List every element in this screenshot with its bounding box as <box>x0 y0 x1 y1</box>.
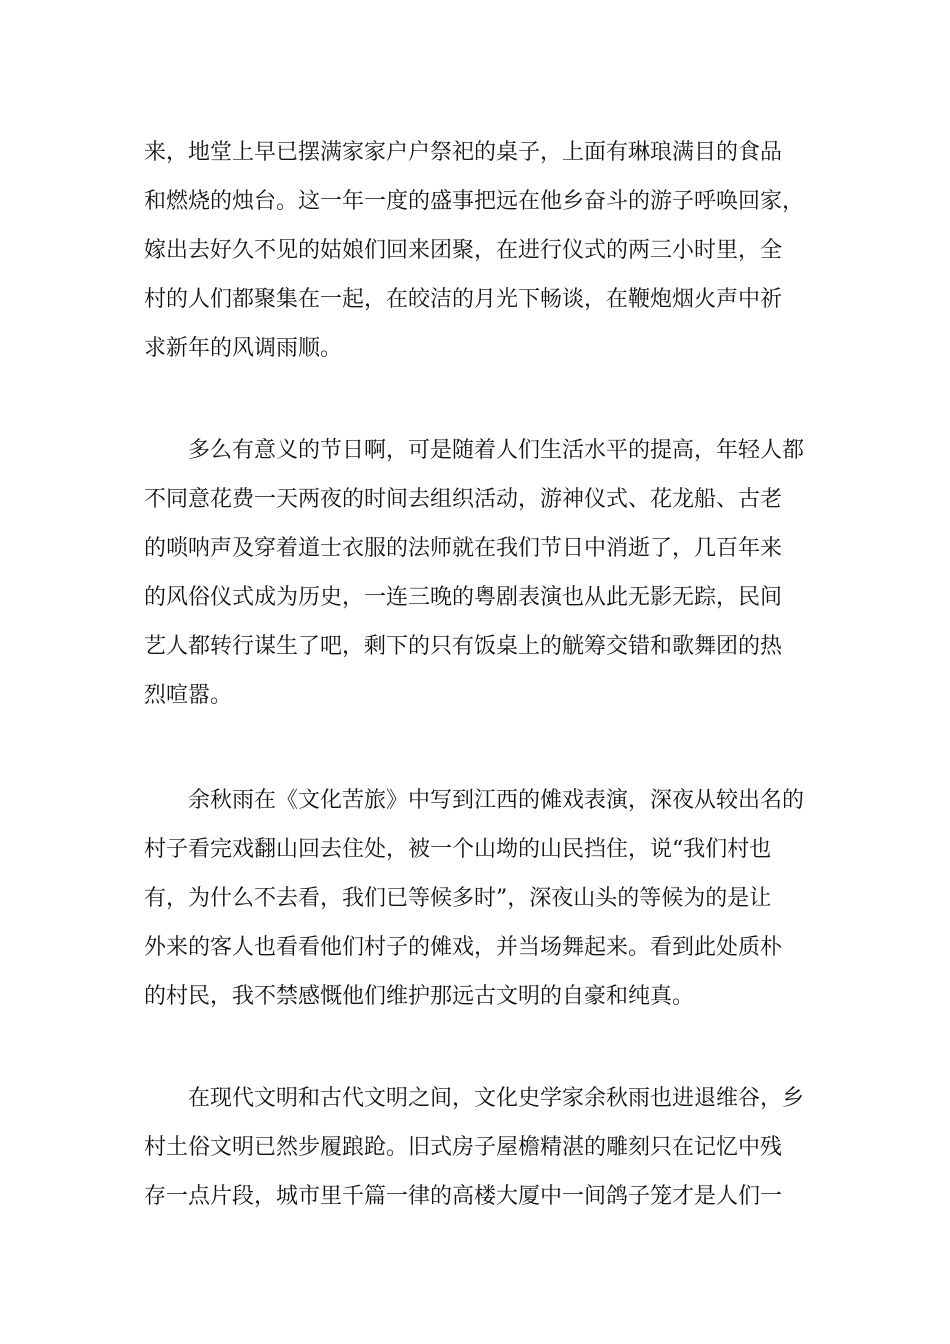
text-line: 的风俗仪式成为历史，一连三晚的粤剧表演也从此无影无踪，民间 <box>144 585 783 610</box>
text-line: 的唢呐声及穿着道士衣服的法师就在我们节日中消逝了，几百年来 <box>144 536 783 561</box>
text-line: 村子看完戏翻山回去住处，被一个山坳的山民挡住，说“我们村也 <box>144 837 772 862</box>
text-line: 村的人们都聚集在一起，在皎洁的月光下畅谈，在鞭炮烟火声中祈 <box>144 287 783 312</box>
text-line: 存一点片段，城市里千篇一律的高楼大厦中一间鸽子笼才是人们一 <box>144 1184 783 1209</box>
text-line: 多么有意义的节日啊，可是随着人们生活水平的提高，年轻人都 <box>144 438 805 463</box>
text-line: 嫁出去好久不见的姑娘们回来团聚，在进行仪式的两三小时里，全 <box>144 238 783 263</box>
text-line: 求新年的风调雨顺。 <box>144 336 343 361</box>
text-line: 烈喧嚣。 <box>144 683 233 708</box>
paragraph-4 <box>144 1074 808 1221</box>
text-line: 外来的客人也看看他们村子的傩戏，并当场舞起来。看到此处质朴 <box>144 935 783 960</box>
text-line: 在现代文明和古代文明之间，文化史学家余秋雨也进退维谷，乡 <box>144 1086 805 1111</box>
text-line: 来，地堂上早已摆满家家户户祭祀的桌子，上面有琳琅满目的食品 <box>144 140 783 165</box>
paragraph-1 <box>144 128 808 373</box>
paragraph-2 <box>144 426 808 720</box>
text-line: 的村民，我不禁感慨他们维护那远古文明的自豪和纯真。 <box>144 984 695 1009</box>
text-line: 余秋雨在《文化苦旅》中写到江西的傩戏表演，深夜从较出名的 <box>144 788 805 813</box>
text-line: 艺人都转行谋生了吧，剩下的只有饭桌上的觥筹交错和歌舞团的热 <box>144 634 783 659</box>
text-line: 有，为什么不去看，我们已等候多时”，深夜山头的等候为的是让 <box>144 886 772 911</box>
text-line: 村土俗文明已然步履踉跄。旧式房子屋檐精湛的雕刻只在记忆中残 <box>144 1135 783 1160</box>
text-line: 不同意花费一天两夜的时间去组织活动，游神仪式、花龙船、古老 <box>144 487 783 512</box>
paragraph-3 <box>144 776 808 1021</box>
text-line: 和燃烧的烛台。这一年一度的盛事把远在他乡奋斗的游子呼唤回家， <box>144 189 805 214</box>
